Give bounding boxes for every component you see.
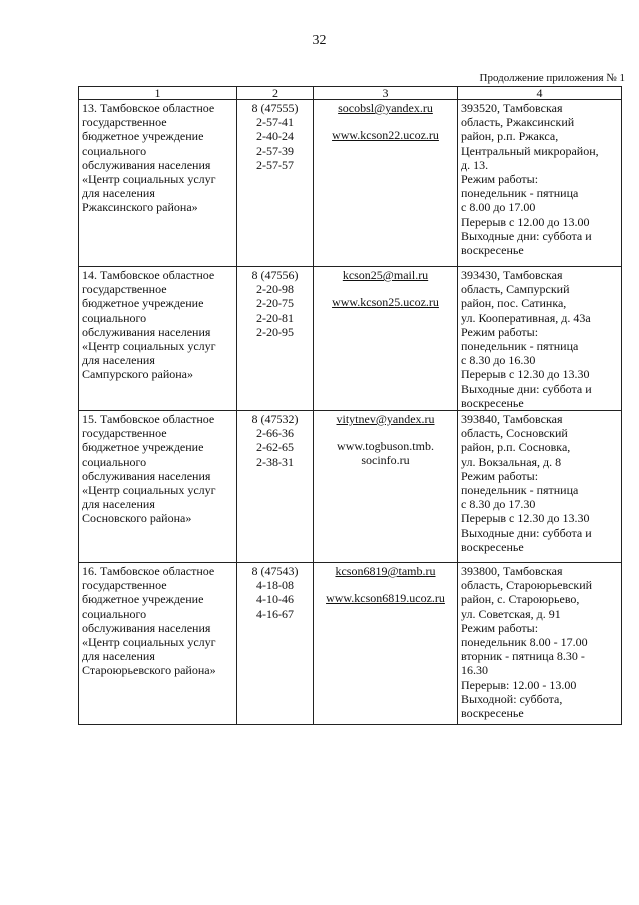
website-link[interactable]: www.kcson22.ucoz.ru <box>332 128 439 143</box>
phones-cell-line: 4-10-46 <box>256 592 294 607</box>
column-header: 1 <box>79 87 237 100</box>
address-cell-line: ул. Кооперативная, д. 43а <box>461 310 591 325</box>
address-cell-line: Режим работы: <box>461 620 539 635</box>
website-link[interactable]: www.kcson6819.ucoz.ru <box>326 591 445 606</box>
address-cell-line: ул. Вокзальная, д. 8 <box>461 454 562 469</box>
address-cell-line: д. 13. <box>461 157 489 172</box>
address-cell-line: с 8.30 до 17.30 <box>461 497 536 512</box>
contacts-cell <box>314 267 458 411</box>
address-cell-line: воскресенье <box>461 395 524 410</box>
organization-cell-line: обслуживания населения <box>82 468 211 483</box>
organization-cell <box>79 563 237 725</box>
organization-cell-line: государственное <box>82 115 167 130</box>
address-cell-line: область, Сампурский <box>461 282 570 297</box>
column-header: 2 <box>237 87 314 100</box>
address-cell-line: Режим работы: <box>461 172 539 187</box>
table-row <box>79 411 622 563</box>
address-cell-line: ул. Советская, д. 91 <box>461 606 561 621</box>
organization-cell-line: 15. Тамбовское областное <box>82 412 215 427</box>
contacts-cell <box>314 100 458 267</box>
organization-cell <box>79 100 237 267</box>
phones-cell-line: 2-57-57 <box>256 157 294 172</box>
phones-cell <box>237 267 314 411</box>
organization-cell-line: государственное <box>82 426 167 441</box>
address-cell-line: 393800, Тамбовская <box>461 564 563 579</box>
page-number: 32 <box>312 33 327 48</box>
organization-cell-line: бюджетное учреждение <box>82 296 204 311</box>
organization-cell-line: бюджетное учреждение <box>82 592 204 607</box>
phones-cell-line: 2-57-41 <box>256 115 294 130</box>
phones-cell-line: 8 (47556) <box>251 268 299 282</box>
address-cell-line: Перерыв с 12.30 до 13.30 <box>461 511 590 526</box>
address-cell-line: Выходные дни: суббота и <box>461 228 592 243</box>
organization-cell-line: бюджетное учреждение <box>82 440 204 455</box>
address-cell-line: область, Сосновский <box>461 426 568 441</box>
phones-cell <box>237 100 314 267</box>
organization-cell-line: обслуживания населения <box>82 157 211 172</box>
organization-cell-line: обслуживания населения <box>82 620 211 635</box>
address-cell-line: район, р.п. Ржакса, <box>461 129 559 144</box>
address-cell-line: район, р.п. Сосновка, <box>461 440 571 455</box>
address-cell-line: понедельник 8.00 - 17.00 <box>461 635 588 650</box>
phones-cell-line: 4-18-08 <box>256 578 294 593</box>
organization-cell-line: «Центр социальных услуг <box>82 172 216 187</box>
address-cell-line: понедельник - пятница <box>461 483 579 498</box>
organization-cell-line: Ржаксинского района» <box>82 200 198 215</box>
address-cell-line: вторник - пятница 8.30 - <box>461 649 585 664</box>
address-cell <box>458 411 622 563</box>
phones-cell-line: 8 (47555) <box>251 101 299 115</box>
organization-cell <box>79 267 237 411</box>
organization-cell-line: для населения <box>82 649 155 664</box>
address-cell-line: 393430, Тамбовская <box>461 268 563 282</box>
organization-cell-line: 14. Тамбовское областное <box>82 268 215 282</box>
phones-cell-line: 2-38-31 <box>256 454 294 469</box>
organization-cell-line: Сосновского района» <box>82 511 192 526</box>
phones-cell-line: 2-57-39 <box>256 143 294 158</box>
address-cell-line: район, с. Староюрьево, <box>461 592 580 607</box>
website-line: www.togbuson.tmb. <box>337 439 434 454</box>
address-cell-line: с 8.00 до 17.00 <box>461 200 536 215</box>
organization-cell-line: «Центр социальных услуг <box>82 635 216 650</box>
address-cell-line: понедельник - пятница <box>461 186 579 201</box>
phones-cell-line: 8 (47543) <box>251 564 299 579</box>
address-cell-line: Выходные дни: суббота и <box>461 525 592 540</box>
organization-cell-line: Сампурского района» <box>82 367 194 382</box>
organization-cell-line: государственное <box>82 282 167 297</box>
email-link[interactable]: socobsl@yandex.ru <box>338 101 433 115</box>
table-row <box>79 563 622 725</box>
address-cell-line: Режим работы: <box>461 468 539 483</box>
phones-cell <box>237 563 314 725</box>
email-link[interactable]: kcson6819@tamb.ru <box>335 564 436 579</box>
table-header-row <box>79 87 622 100</box>
organization-cell-line: обслуживания населения <box>82 324 211 339</box>
organization-cell-line: социального <box>82 143 147 158</box>
address-cell-line: с 8.30 до 16.30 <box>461 353 536 368</box>
email-link[interactable]: kcson25@mail.ru <box>342 268 429 282</box>
table-row <box>79 100 622 267</box>
organization-cell-line: социального <box>82 310 147 325</box>
phones-cell-line: 2-20-95 <box>256 324 294 339</box>
address-cell-line: Перерыв с 12.00 до 13.00 <box>461 214 590 229</box>
contacts-table <box>78 86 622 725</box>
address-cell-line: область, Ржаксинский <box>461 115 575 130</box>
address-cell-line: область, Староюрьевский <box>461 578 593 593</box>
phones-cell <box>237 411 314 563</box>
address-cell <box>458 563 622 725</box>
phones-cell-line: 2-20-81 <box>256 310 294 325</box>
email-link[interactable]: vitytnev@yandex.ru <box>336 412 435 427</box>
address-cell-line: воскресенье <box>461 243 524 258</box>
organization-cell-line: 16. Тамбовское областное <box>82 564 215 579</box>
address-cell <box>458 267 622 411</box>
organization-cell-line: для населения <box>82 186 155 201</box>
organization-cell-line: 13. Тамбовское областное <box>82 101 215 115</box>
organization-cell-line: «Центр социальных услуг <box>82 339 216 354</box>
address-cell-line: понедельник - пятница <box>461 339 579 354</box>
organization-cell-line: бюджетное учреждение <box>82 129 204 144</box>
address-cell-line: район, пос. Сатинка, <box>461 296 567 311</box>
phones-cell-line: 2-62-65 <box>256 440 294 455</box>
continuation-label: Продолжение приложения № 1 <box>479 72 625 84</box>
website-line: socinfo.ru <box>361 453 410 468</box>
phones-cell-line: 2-66-36 <box>256 426 294 441</box>
phones-cell-line: 2-20-98 <box>256 282 294 297</box>
address-cell-line: 393840, Тамбовская <box>461 412 563 427</box>
address-cell-line: воскресенье <box>461 539 524 554</box>
organization-cell-line: социального <box>82 606 147 621</box>
address-cell <box>458 100 622 267</box>
website-link[interactable] <box>317 439 454 467</box>
website-link[interactable]: www.kcson25.ucoz.ru <box>332 295 439 310</box>
phones-cell-line: 2-20-75 <box>256 296 294 311</box>
column-header: 3 <box>314 87 458 100</box>
organization-cell <box>79 411 237 563</box>
address-cell-line: Перерыв: 12.00 - 13.00 <box>461 677 577 692</box>
column-header: 4 <box>458 87 622 100</box>
organization-cell-line: Староюрьевского района» <box>82 663 216 678</box>
address-cell-line: воскресенье <box>461 706 524 721</box>
contacts-cell <box>314 411 458 563</box>
phones-cell-line: 4-16-67 <box>256 606 294 621</box>
organization-cell-line: социального <box>82 454 147 469</box>
organization-cell-line: «Центр социальных услуг <box>82 483 216 498</box>
organization-cell-line: для населения <box>82 353 155 368</box>
table-row <box>79 267 622 411</box>
address-cell-line: Выходные дни: суббота и <box>461 381 592 396</box>
address-cell-line: Выходной: суббота, <box>461 691 563 706</box>
organization-cell-line: для населения <box>82 497 155 512</box>
address-cell-line: 393520, Тамбовская <box>461 101 563 115</box>
address-cell-line: 16.30 <box>461 663 488 678</box>
contacts-cell <box>314 563 458 725</box>
phones-cell-line: 8 (47532) <box>251 412 299 427</box>
address-cell-line: Режим работы: <box>461 324 539 339</box>
address-cell-line: Перерыв с 12.30 до 13.30 <box>461 367 590 382</box>
phones-cell-line: 2-40-24 <box>256 129 294 144</box>
address-cell-line: Центральный микрорайон, <box>461 143 599 158</box>
organization-cell-line: государственное <box>82 578 167 593</box>
